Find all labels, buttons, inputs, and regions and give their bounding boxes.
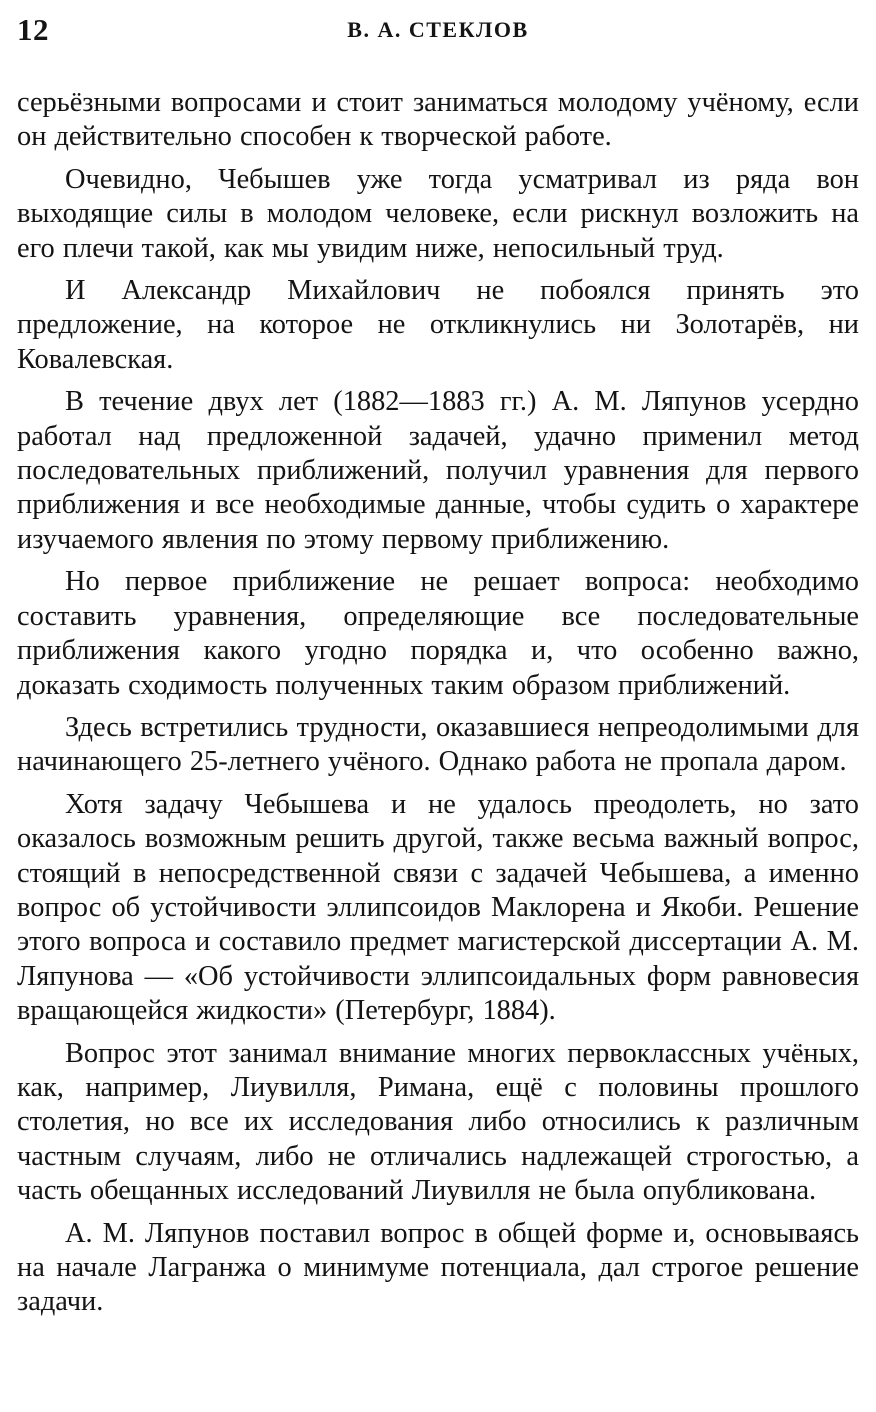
paragraph-8: Вопрос этот занимал внимание многих первоклассных учёных, как, например, Лиувилля, Римана, ещё с половины прошлого столетия, но все их исследования либо относились к различным частным случаям, либо не отличались надлежащей строгостью, а часть обещанных исследований Лиувилля не была опубликована.	[17, 1037, 859, 1207]
page-number: 12	[17, 12, 49, 47]
paragraph-3: И Александр Михайлович не побоялся принять это предложение, на которое не откликнулись ни Золотарёв, ни Ковалевская.	[17, 275, 859, 375]
paragraph-2: Очевидно, Чебышев уже тогда усматривал из ряда вон выходящие силы в молодом человеке, если рискнул возложить на его плечи такой, как мы увидим ниже, непосильный труд.	[17, 163, 859, 264]
body-text	[17, 86, 859, 1320]
paragraph-6: Здесь встретились трудности, оказавшиеся непреодолимыми для начинающего 25-летнего учёного. Однако работа не пропала даром.	[17, 711, 859, 778]
book-page	[17, 12, 859, 1402]
paragraph-4: В течение двух лет (1882—1883 гг.) А. М. Ляпунов усердно работал над предложенной задачей, удачно применил метод последовательных приближений, получил уравнения для первого приближения и все необходимые данные, чтобы судить о характере изучаемого явления по этому первому приближению.	[17, 386, 859, 555]
paragraph-9: А. М. Ляпунов поставил вопрос в общей форме и, основываясь на начале Лагранжа о минимуме потенциала, дал строгое решение задачи.	[17, 1217, 859, 1318]
paragraph-5: Но первое приближение не решает вопроса: необходимо составить уравнения, определяющие все последовательные приближения какого угодно порядка и, что особенно важно, доказать сходимость полученных таким образом приближений.	[17, 566, 859, 701]
paragraph-7: Хотя задачу Чебышева и не удалось преодолеть, но зато оказалось возможным решить другой, также весьма важный вопрос, стоящий в непосредственной связи с задачей Чебышева, а именно вопрос об устойчивости эллипсоидов Маклорена и Якоби. Решение этого вопроса и составило предмет магистерской диссертации А. М. Ляпунова — «Об устойчивости эллипсоидальных форм равновесия вращающейся жидкости» (Петербург, 1884).	[17, 788, 859, 1027]
page-header	[17, 12, 859, 52]
paragraph-1: серьёзными вопросами и стоит заниматься молодому учёному, если он действительно способен к творческой работе.	[17, 87, 859, 153]
running-head: В. А. СТЕКЛОВ	[347, 17, 529, 42]
